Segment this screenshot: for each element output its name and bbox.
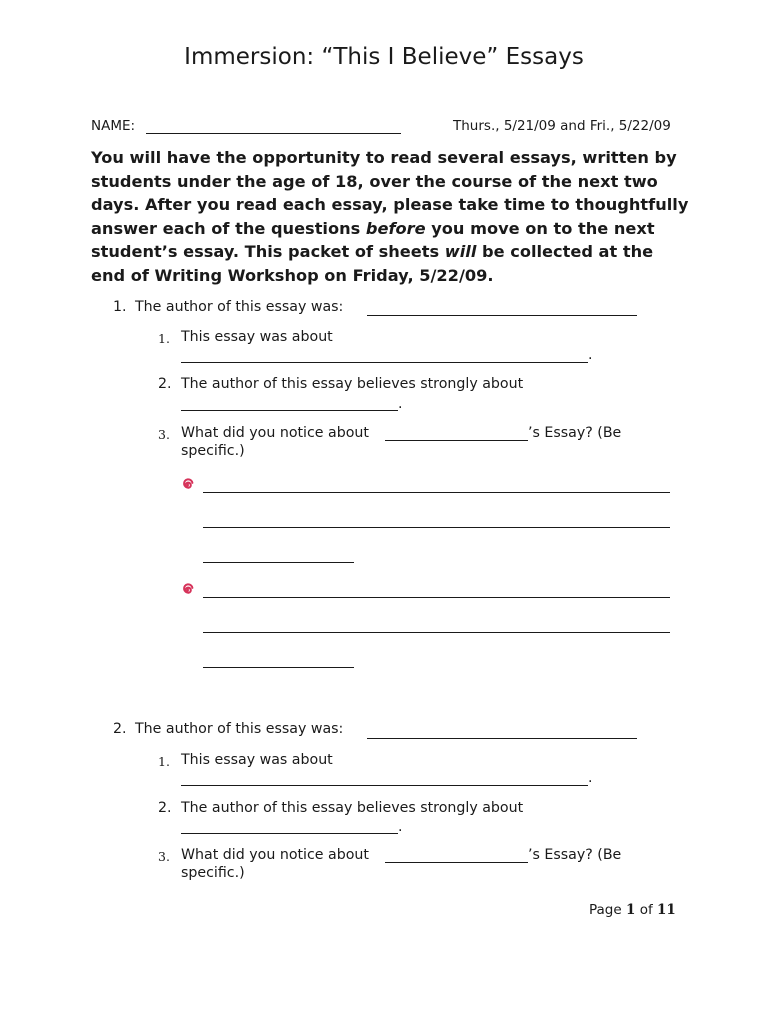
question-notice: What did you notice about (181, 425, 369, 441)
question-number: 3. (158, 427, 170, 442)
author-label: The author of this essay was: (135, 299, 344, 315)
question-essay-about: This essay was about (181, 752, 333, 768)
period: . (398, 396, 403, 412)
essay-about-answer-line[interactable] (181, 362, 588, 363)
believes-answer-line[interactable] (181, 833, 398, 834)
notice-answer-line[interactable] (203, 667, 354, 668)
author-answer-line[interactable] (367, 738, 637, 739)
period: . (588, 770, 593, 786)
question-number: 2. (158, 376, 172, 392)
session-dates: Thurs., 5/21/09 and Fri., 5/22/09 (453, 118, 671, 134)
believes-answer-line[interactable] (181, 410, 398, 411)
question-notice: What did you notice about (181, 847, 369, 863)
author-name-blank[interactable] (385, 440, 528, 441)
question-notice-suffix: ’s Essay? (Be (528, 425, 622, 441)
question-notice-suffix: ’s Essay? (Be (528, 847, 622, 863)
question-number: 2. (158, 800, 172, 816)
name-field[interactable] (146, 133, 401, 134)
section-number: 2. (113, 721, 127, 737)
page-title: Immersion: “This I Believe” Essays (184, 44, 584, 70)
question-believes-strongly: The author of this essay believes strongly about (181, 800, 524, 816)
question-number: 1. (158, 754, 170, 769)
question-notice-continued: specific.) (181, 865, 245, 881)
period: . (398, 819, 403, 835)
notice-answer-line[interactable] (203, 527, 670, 528)
notice-answer-line[interactable] (203, 632, 670, 633)
notice-answer-line[interactable] (203, 562, 354, 563)
question-number: 3. (158, 849, 170, 864)
question-essay-about: This essay was about (181, 329, 333, 345)
section-number: 1. (113, 299, 127, 315)
swirl-bullet-icon (180, 583, 194, 597)
instructions-paragraph: You will have the opportunity to read several essays, written by students under the age of 18, over the course of the next two days. After you read each essay, please take time to thoughtfully answer each of the questions before you move on to the next student’s essay. This packet of sheets will be collected at the end of Writing Workshop on Friday, 5/22/09. (91, 148, 689, 285)
notice-answer-line[interactable] (203, 597, 670, 598)
author-answer-line[interactable] (367, 315, 637, 316)
question-believes-strongly: The author of this essay believes strongly about (181, 376, 524, 392)
period: . (588, 347, 593, 363)
author-name-blank[interactable] (385, 862, 528, 863)
page-number: Page 1 of 11 (589, 902, 676, 918)
swirl-bullet-icon (180, 478, 194, 492)
essay-about-answer-line[interactable] (181, 785, 588, 786)
author-label: The author of this essay was: (135, 721, 344, 737)
question-notice-continued: specific.) (181, 443, 245, 459)
question-number: 1. (158, 331, 170, 346)
name-label: NAME: (91, 118, 136, 134)
notice-answer-line[interactable] (203, 492, 670, 493)
